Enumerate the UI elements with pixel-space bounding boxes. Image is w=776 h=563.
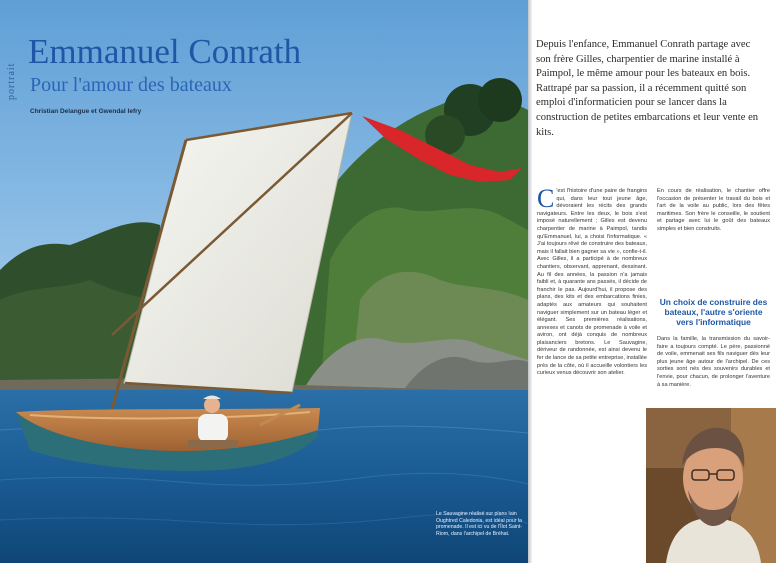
drop-cap: C (537, 184, 555, 213)
article-subtitle: Pour l'amour des bateaux (30, 74, 232, 96)
body-column-2: En cours de réalisation, le chantier offre l'occasion de présenter le travail du bois et l'art de la voile au public, lors des fêtes maritimes. Son frère le conseille, le soutient et partage avec lui le goût des bateaux simples et bien construits. (657, 188, 770, 232)
article-title: Emmanuel Conrath (28, 32, 302, 71)
portrait-photo (646, 408, 776, 563)
man-portrait-illustration (646, 408, 776, 563)
section-rubric: portrait (6, 62, 17, 100)
intro-paragraph: Depuis l'enfance, Emmanuel Conrath partage avec son frère Gilles, charpentier de marine installé à Paimpol, le même amour pour les bateaux en bois. Rattrapé par sa passion, il a récemment quitté son emploi d'informaticien pour se lancer dans la construction de petites embarcations et leur vente en kits. (536, 39, 759, 138)
article-authors: Christian Delangue et Gwendal Iefry (30, 108, 142, 115)
section-subheading: Un choix de construire des bateaux, l'autre s'oriente vers l'informatique (659, 297, 768, 327)
body-column-1-text: 'est l'histoire d'une paire de frangins qui, dans leur tout jeune âge, dévoraient les récits des grands navigateurs. Entre les deux, le bois s'est imposé naturellement ; Gilles est devenu charpentier de marine à Paimpol, tandis qu'Emmanuel, lui, a choisi l'informatique. « J'ai toujours rêvé de construire des bateaux, mais il fallait bien gagner sa vie », confie-t-il. Avec Gilles, il a participé à de nombreux chantiers, observant, apprenant, dessinant. Au fil des années, la passion n'a jamais faibli et, à quarante ans passés, il décide de franchir le pas. Aujourd'hui, il propose des plans, des kits et des embarcations finies, adaptés aux amateurs qui souhaitent naviguer simplement sur un bateau léger et élégant. Ses premières réalisations, annexes et canots de promenade à voile et aviron, ont déjà conquis de nombreux plaisanciers bretons. Le Sauvagine, dériveur de randonnée, est ainsi devenu le fer de lance de sa petite entreprise, installée près de la côte, où il accueille volontiers les curieux venus découvrir son atelier. (537, 188, 647, 377)
right-page (532, 0, 776, 563)
photo-caption: Le Sauvagine réalisé sur plans Iain Oughtred Caledonia, est idéal pour la promenade. Il est ici vu de l'Îlot Saint-Riom, dans l'archipel de Bréhat. (436, 511, 523, 537)
body-column-2-continued: Dans la famille, la transmission du savoir-faire a toujours compté. Le père, passionné de voile, emmenait ses fils naviguer dès leur plus jeune âge autour de l'archipel. De ces sorties sont nés des souvenirs durables et l'envie, pour chacun, de prolonger l'aventure à sa manière. (657, 336, 770, 388)
body-column-1 (537, 184, 647, 378)
